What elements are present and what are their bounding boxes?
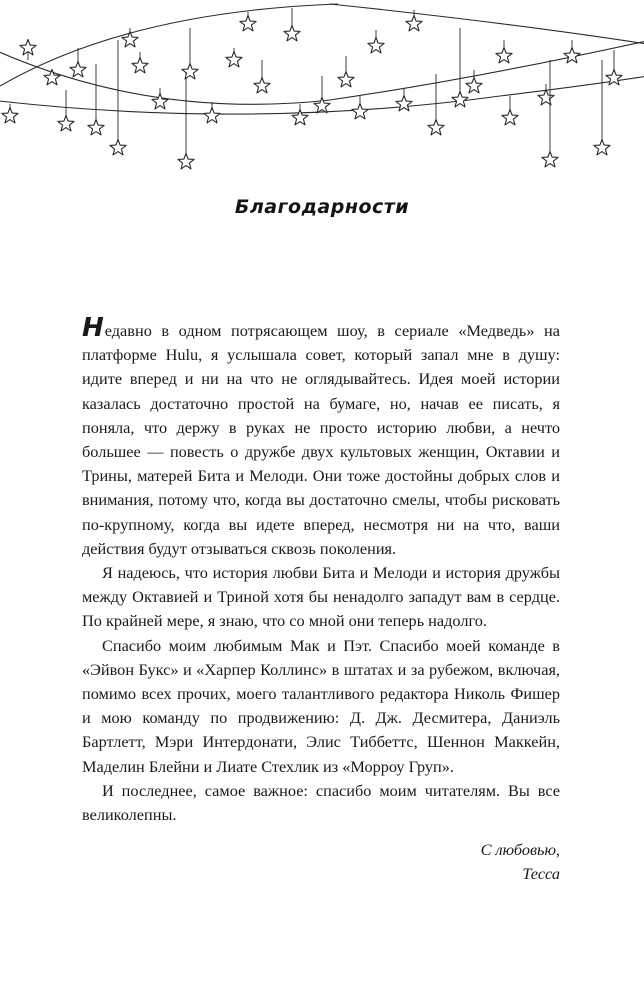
star-icon [496, 48, 512, 63]
garland-wire [500, 74, 644, 96]
star-garland-decoration [0, 0, 644, 175]
star-icon [2, 108, 18, 123]
star-icon [70, 62, 86, 77]
star-icon [564, 48, 580, 63]
paragraph-1 [82, 313, 560, 561]
garland-stars [2, 8, 622, 169]
page-title: Благодарности [234, 196, 410, 218]
star-icon [58, 116, 74, 131]
star-icon [44, 70, 60, 85]
star-icon [542, 152, 558, 167]
star-icon [406, 16, 422, 31]
star-icon [428, 120, 444, 135]
garland-wire [0, 96, 500, 114]
signoff-closing: С любовью, [480, 840, 560, 859]
star-icon [122, 32, 138, 47]
paragraph-4: И последнее, самое важное: спасибо моим читателям. Вы все великолепны. [82, 780, 560, 825]
star-icon [292, 110, 308, 125]
star-icon [178, 154, 194, 169]
paragraph-1-text: едавно в одном потрясающем шоу, в сериале «Медведь» на платформе Hulu, я услышала совет, который запал мне в душу: идите вперед и ни на что не оглядывайтесь. Идея моей истории казалась достаточно простой на бумаге, но, начав ее писать, я поняла, что держу в руках не просто историю любви, а нечто большее — повесть о дружбе двух культовых женщин, Октавии и Трины, матерей Бита и Мелоди. Они тоже достойны добрых слов и внимания, потому что, когда вы достаточно смелы, чтобы рисковать по-крупному, когда вы идете вперед, несмотря ни на что, ваши действия будут отзываться сквозь поколения. [82, 321, 560, 558]
star-icon [396, 96, 412, 111]
star-icon [452, 92, 468, 107]
signoff [481, 838, 560, 886]
star-icon [182, 64, 198, 79]
star-icon [368, 38, 384, 53]
star-icon [594, 140, 610, 155]
star-icon [110, 140, 126, 155]
star-icon [240, 16, 256, 31]
acknowledgements-text [82, 313, 560, 827]
star-icon [538, 90, 554, 105]
signoff-author: Тесса [522, 864, 560, 884]
star-icon [226, 52, 242, 67]
paragraph-2: Я надеюсь, что история любви Бита и Мелоди и история дружбы между Октавией и Триной хотя бы ненадолго западут вам в сердце. По крайней мере, я знаю, что со мной они теперь надолго. [82, 563, 560, 631]
star-icon [88, 120, 104, 135]
star-icon [132, 58, 148, 73]
star-icon [284, 26, 300, 41]
drop-cap-letter: Н [82, 313, 104, 343]
star-icon [338, 72, 354, 87]
star-icon [254, 78, 270, 93]
star-icon [204, 108, 220, 123]
star-icon [466, 78, 482, 93]
star-icon [606, 70, 622, 85]
paragraph-3: Спасибо моим любимым Мак и Пэт. Спасибо моей команде в «Эйвон Букс» и «Харпер Коллинс» в штатах и за рубежом, включая, помимо всех прочих, моего талантливого редактора Николь Фишер и мою команду по продвижению: Д. Дж. Десмитера, Даниэль Бартлетт, Мэри Интердонати, Элис Тиббеттс, Шеннон Маккейн, Маделин Блейни и Лиате Стехлик из «Морроу Груп». [82, 635, 560, 776]
star-icon [352, 104, 368, 119]
star-icon [502, 110, 518, 125]
star-icon [152, 94, 168, 109]
